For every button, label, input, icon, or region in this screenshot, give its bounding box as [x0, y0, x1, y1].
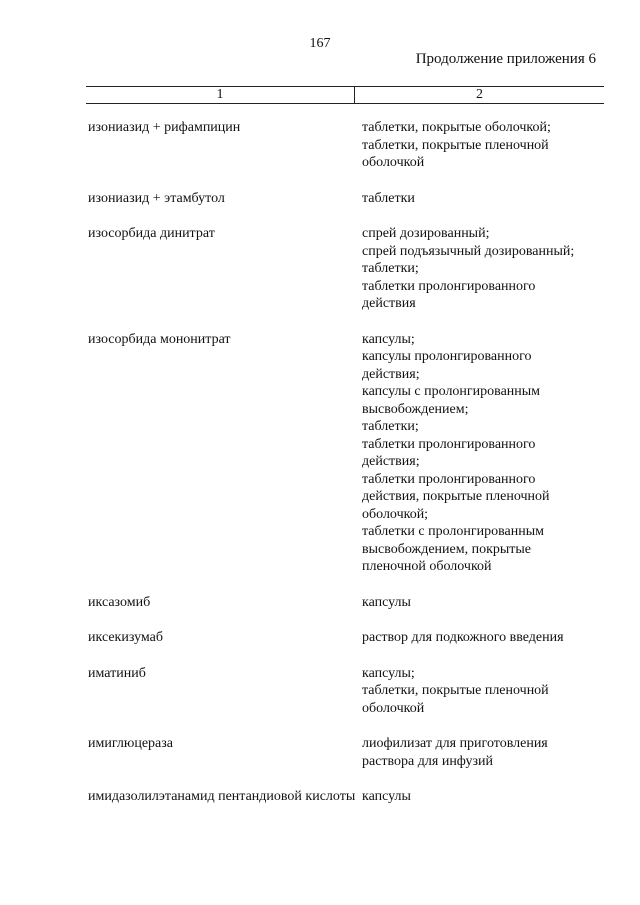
dosage-forms	[362, 665, 602, 718]
drug-name: изониазид + этамбутол	[88, 190, 225, 206]
dosage-form-line: лиофилизат для приготовления	[362, 736, 548, 751]
dosage-forms	[362, 190, 602, 208]
dosage-form-line: высвобождением, покрытые	[362, 541, 532, 557]
dosage-forms	[362, 735, 602, 770]
dosage-form-line: спрей подъязычный дозированный;	[362, 243, 575, 259]
dosage-form-line: раствора для инфузий	[362, 753, 494, 769]
dosage-form-line: капсулы	[362, 789, 411, 804]
drug-name: изосорбида динитрат	[88, 226, 215, 241]
table-row	[0, 735, 640, 770]
column-header-2: 2	[476, 87, 483, 102]
table-row	[0, 788, 640, 806]
dosage-forms	[362, 119, 602, 172]
drug-name: имиглюцераза	[88, 736, 173, 751]
drug-name: иматиниб	[88, 665, 146, 681]
dosage-forms	[362, 225, 602, 313]
column-header-1: 1	[86, 87, 355, 103]
dosage-form-line: капсулы с пролонгированным	[362, 384, 541, 399]
dosage-form-line: капсулы пролонгированного	[362, 349, 532, 364]
page-number: 167	[309, 36, 331, 51]
dosage-form-line: таблетки;	[362, 419, 419, 434]
dosage-form-line: таблетки с пролонгированным	[362, 524, 545, 539]
continuation-title: Продолжение приложения 6	[415, 51, 596, 67]
table-row	[0, 119, 640, 172]
dosage-form-line: таблетки, покрытые пленочной	[362, 137, 549, 153]
dosage-form-line: капсулы	[362, 594, 411, 610]
dosage-form-line: таблетки;	[362, 261, 419, 276]
table-row	[0, 225, 640, 313]
table-row	[0, 594, 640, 612]
dosage-form-line: оболочкой	[362, 155, 425, 170]
dosage-forms	[362, 788, 602, 806]
table-row	[0, 331, 640, 576]
dosage-form-line: капсулы;	[362, 331, 415, 347]
drug-name: иксекизумаб	[88, 630, 163, 645]
table-row	[0, 190, 640, 208]
dosage-form-line: раствор для подкожного введения	[362, 630, 564, 645]
drug-name: изониазид + рифампицин	[88, 120, 241, 135]
table-row	[0, 629, 640, 647]
dosage-form-line: таблетки пролонгированного	[362, 471, 536, 487]
dosage-form-line: оболочкой;	[362, 506, 429, 522]
dosage-form-line: действия;	[362, 366, 420, 382]
dosage-form-line: действия, покрытые пленочной	[362, 489, 550, 504]
dosage-form-line: таблетки, покрытые пленочной	[362, 683, 549, 698]
drug-name: имидазолилэтанамид пентандиовой кислоты	[88, 789, 356, 804]
drug-name: иксазомиб	[88, 594, 151, 610]
dosage-form-line: таблетки пролонгированного	[362, 436, 536, 452]
table-row	[0, 665, 640, 718]
dosage-form-line: действия;	[362, 454, 420, 469]
dosage-form-line: пленочной оболочкой	[362, 559, 492, 574]
dosage-form-line: спрей дозированный;	[362, 226, 490, 241]
dosage-form-line: оболочкой	[362, 700, 425, 716]
drug-table-body	[0, 119, 640, 824]
dosage-forms	[362, 594, 602, 612]
dosage-form-line: действия	[362, 296, 416, 311]
dosage-form-line: капсулы;	[362, 665, 415, 681]
table-header	[86, 86, 604, 104]
dosage-form-line: таблетки, покрытые оболочкой;	[362, 120, 551, 135]
drug-name: изосорбида мононитрат	[88, 331, 231, 347]
dosage-forms	[362, 331, 602, 576]
dosage-forms	[362, 629, 602, 647]
dosage-form-line: таблетки	[362, 190, 415, 206]
dosage-form-line: таблетки пролонгированного	[362, 278, 536, 294]
dosage-form-line: высвобождением;	[362, 401, 469, 417]
